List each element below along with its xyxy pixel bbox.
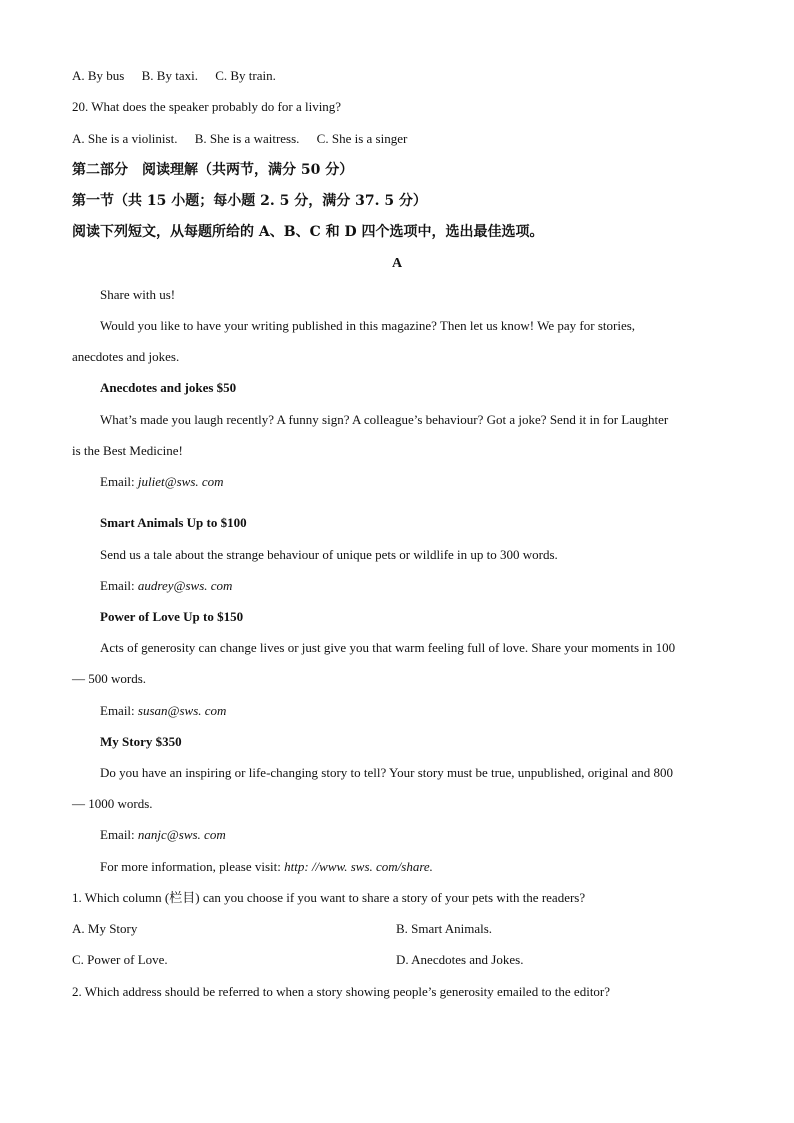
option-c: C. She is a singer bbox=[316, 131, 408, 146]
question-1-option-b: B. Smart Animals. bbox=[396, 921, 493, 936]
email-label: Email: bbox=[100, 827, 135, 842]
column-heading-anecdotes: Anecdotes and jokes $50 bbox=[100, 380, 237, 395]
email-label: Email: bbox=[100, 703, 135, 718]
option-c: C. By train. bbox=[215, 68, 276, 83]
email-address: juliet@sws. com bbox=[137, 474, 224, 489]
column-text-my-story-2: — 1000 words. bbox=[72, 796, 153, 811]
column-heading-power-of-love: Power of Love Up to $150 bbox=[100, 609, 244, 624]
email-label: Email: bbox=[100, 578, 135, 593]
more-info-url: http: //www. sws. com/share. bbox=[284, 859, 433, 874]
question-20: 20. What does the speaker probably do for a living? bbox=[72, 99, 342, 114]
column-text-anecdotes-2: is the Best Medicine! bbox=[72, 443, 183, 458]
email-address: nanjc@sws. com bbox=[137, 827, 226, 842]
passage-label: A bbox=[391, 256, 403, 271]
email-line-my-story bbox=[100, 827, 226, 843]
question-1-option-c: C. Power of Love. bbox=[72, 952, 168, 967]
column-text-power-of-love-1: Acts of generosity can change lives or just give you that warm feeling full of love. Share your moments in 100 bbox=[100, 640, 676, 655]
email-line-power-of-love bbox=[100, 703, 226, 719]
email-label: Email: bbox=[100, 474, 135, 489]
option-b: B. She is a waitress. bbox=[194, 131, 300, 146]
column-heading-smart-animals: Smart Animals Up to $100 bbox=[100, 515, 247, 530]
part-two-heading: 第二部分 阅读理解（共两节，满分 50 分） bbox=[72, 162, 354, 178]
article-intro-title: Share with us! bbox=[100, 287, 176, 302]
previous-question-options bbox=[72, 68, 290, 84]
question-2: 2. Which address should be referred to when a story showing people’s generosity emailed to the editor? bbox=[72, 984, 611, 999]
column-heading-my-story: My Story $350 bbox=[100, 734, 182, 749]
more-info-line bbox=[100, 859, 433, 875]
option-b: B. By taxi. bbox=[141, 68, 198, 83]
article-intro-line-2: anecdotes and jokes. bbox=[72, 349, 180, 364]
email-address: susan@sws. com bbox=[137, 703, 227, 718]
column-text-power-of-love-2: — 500 words. bbox=[72, 671, 147, 686]
column-text-my-story-1: Do you have an inspiring or life-changing story to tell? Your story must be true, unpublished, original and 800 bbox=[100, 765, 673, 780]
option-a: A. She is a violinist. bbox=[72, 131, 178, 146]
email-line-anecdotes bbox=[100, 474, 224, 490]
question-20-options bbox=[72, 131, 421, 147]
question-1-option-d: D. Anecdotes and Jokes. bbox=[396, 952, 524, 967]
email-line-smart-animals bbox=[100, 578, 232, 594]
more-info-label: For more information, please visit: bbox=[100, 859, 281, 874]
question-1: 1. Which column (栏目) can you choose if you want to share a story of your pets with the readers? bbox=[72, 890, 586, 905]
section-one-heading: 第一节（共 15 小题；每小题 2. 5 分，满分 37. 5 分） bbox=[72, 193, 427, 209]
article-intro-line-1: Would you like to have your writing published in this magazine? Then let us know! We pay for stories, bbox=[100, 318, 636, 333]
column-text-anecdotes-1: What’s made you laugh recently? A funny sign? A colleague’s behaviour? Got a joke? Send it in for Laughter bbox=[100, 412, 669, 427]
reading-instruction: 阅读下列短文，从每题所给的 A、B、C 和 D 四个选项中，选出最佳选项。 bbox=[72, 224, 544, 240]
option-a: A. By bus bbox=[72, 68, 125, 83]
question-1-option-a: A. My Story bbox=[72, 921, 138, 936]
email-address: audrey@sws. com bbox=[137, 578, 233, 593]
column-text-smart-animals: Send us a tale about the strange behaviour of unique pets or wildlife in up to 300 words. bbox=[100, 547, 558, 562]
